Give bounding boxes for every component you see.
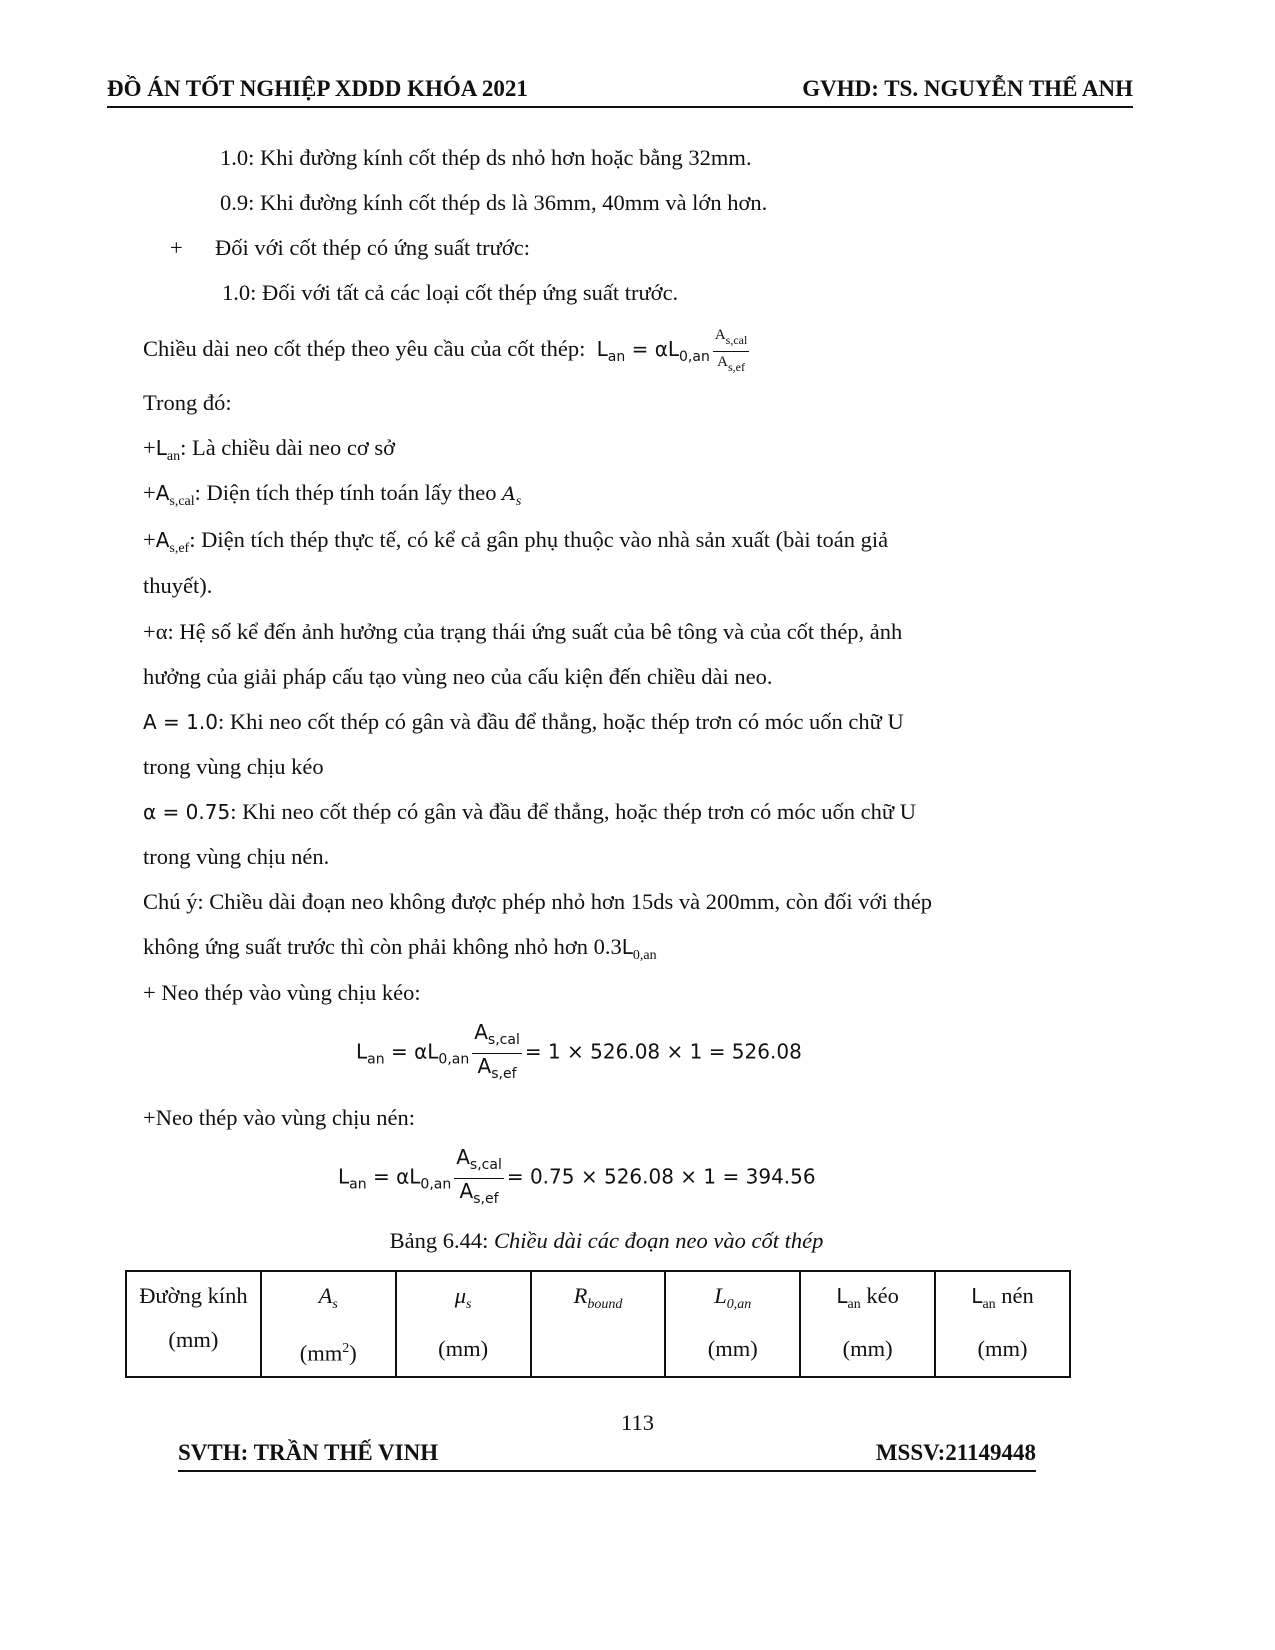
col-as: $A_s$ $(mm^2)$ <box>261 1271 396 1377</box>
alpha-definition: +α: Hệ số kể đến ảnh hưởng của trạng thái ứng suất của bê tông và của cốt thép, ảnh <box>143 619 903 644</box>
bullet: + <box>170 235 183 260</box>
page-header <box>107 74 1133 108</box>
asef-definition-cont: thuyết). <box>143 573 213 598</box>
note-line-cont: không ứng suất trước thì còn phải không nhỏ hơn $0.3L_{0,an}$ <box>143 934 657 963</box>
col-l0an: $L_{0,an}$ (mm) <box>665 1271 800 1377</box>
formula-text: Chiều dài neo cốt thép theo yêu cầu của cốt thép: <box>143 336 586 362</box>
header-left: ĐỒ ÁN TỐT NGHIỆP XDDD KHÓA 2021 <box>107 76 528 101</box>
ascal-definition: $+A_{s,cal}$: Diện tích thép tính toán lấy theo $A_s$ <box>143 480 522 509</box>
trong-do: Trong đó: <box>143 390 232 415</box>
nen-equation: $L_{an} = \alpha L_{0,an}$ $\frac{A_{s,cal}}{A_{s,ef}}$ = 0.75 × 526.08 × 1 = 394.56 <box>338 1145 816 1207</box>
col-lan-keo: $L_{an}$ kéo (mm) <box>800 1271 935 1377</box>
col-mu: $\mu_s$ (mm) <box>396 1271 531 1377</box>
text-line-2: 0.9: Khi đường kính cốt thép ds là 36mm, 40mm và lớn hơn. <box>220 190 768 215</box>
page-number: 113 <box>621 1410 654 1435</box>
nen-title: +Neo thép vào vùng chịu nén: <box>143 1105 415 1130</box>
alpha-definition-cont: hưởng của giải pháp cấu tạo vùng neo của cấu kiện đến chiều dài neo. <box>143 664 773 689</box>
table-caption: Bảng 6.44: Chiều dài các đoạn neo vào cốt thép <box>389 1228 824 1253</box>
table-header-row <box>126 1271 1070 1377</box>
text-line-4: 1.0: Đối với tất cả các loại cốt thép ứng suất trước. <box>222 280 679 305</box>
note-line: Chú ý: Chiều dài đoạn neo không được phép nhỏ hơn 15ds và 200mm, còn đối với thép <box>143 889 933 914</box>
alpha-1-line: A = 1.0: Khi neo cốt thép có gân và đầu để thẳng, hoặc thép trơn có móc uốn chữ U <box>143 709 904 734</box>
col-rbound: $R_{bound}$ <box>531 1271 666 1377</box>
text-line-3: Đối với cốt thép có ứng suất trước: <box>215 235 530 260</box>
header-right: GVHD: TS. NGUYỄN THẾ ANH <box>802 76 1133 101</box>
formula-main: $L_{an} = \alpha L_{0,an}$ <box>596 337 710 366</box>
alpha-2-line: α = 0.75: Khi neo cốt thép có gân và đầu để thẳng, hoặc thép trơn có móc uốn chữ U <box>143 799 916 824</box>
text-line-1: 1.0: Khi đường kính cốt thép ds nhỏ hơn hoặc bằng 32mm. <box>220 145 752 170</box>
lan-definition: $+L_{an}$: Là chiều dài neo cơ sở <box>143 435 396 464</box>
anchorage-table <box>125 1270 1071 1378</box>
keo-equation: $L_{an} = \alpha L_{0,an}$ $\frac{A_{s,cal}}{A_{s,ef}}$ = 1 × 526.08 × 1 = 526.08 <box>356 1020 802 1082</box>
footer-right: MSSV:21149448 <box>875 1440 1036 1465</box>
page-footer <box>178 1440 1036 1472</box>
keo-title: + Neo thép vào vùng chịu kéo: <box>143 980 421 1005</box>
col-lan-nen: $L_{an}$ nén (mm) <box>935 1271 1070 1377</box>
col-diameter: Đường kính (mm) <box>126 1271 261 1377</box>
alpha-2-line-cont: trong vùng chịu nén. <box>143 844 330 869</box>
formula-line <box>143 325 752 379</box>
asef-definition: $+A_{s,ef}$: Diện tích thép thực tế, có kể cả gân phụ thuộc vào nhà sản xuất (bài toán giả <box>143 527 889 556</box>
footer-left: SVTH: TRẦN THẾ VINH <box>178 1440 439 1465</box>
formula-fraction: $\frac{A_{s,cal}}{A_{s,ef}}$ <box>714 327 748 374</box>
alpha-1-line-cont: trong vùng chịu kéo <box>143 754 324 779</box>
